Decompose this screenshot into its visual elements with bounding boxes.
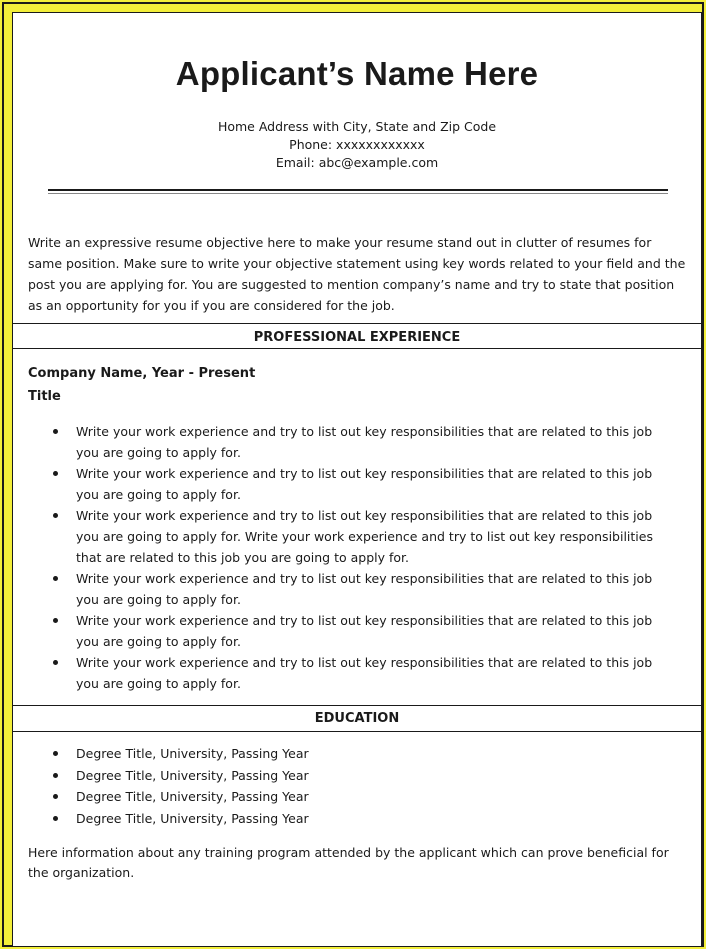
email: Email: abc@example.com (275, 155, 439, 170)
experience-heading: PROFESSIONAL EXPERIENCE (253, 330, 461, 345)
education-text: Degree Title, University, Passing Year (76, 811, 309, 827)
section-divider (13, 348, 701, 349)
experience-list (51, 421, 677, 694)
list-item (51, 808, 551, 830)
list-item (51, 652, 677, 694)
education-text: Degree Title, University, Passing Year (76, 767, 309, 783)
section-divider (13, 731, 701, 732)
education-heading: EDUCATION (314, 711, 400, 726)
list-item (51, 421, 677, 463)
bullet-icon (53, 471, 58, 476)
bullet-icon (53, 429, 58, 434)
bullet-icon (53, 794, 58, 799)
list-item (51, 568, 677, 610)
experience-text: Write your work experience and try to list out key responsibilities that are related to this job you are going to apply for. (76, 424, 653, 460)
section-divider (13, 323, 701, 324)
bullet-icon (53, 751, 58, 756)
list-item (51, 505, 677, 568)
resume-page (12, 12, 702, 947)
header-divider (48, 189, 668, 191)
experience-text: Write your work experience and try to list out key responsibilities that are related to this job you are going to apply for. (76, 571, 653, 607)
bullet-icon (53, 576, 58, 581)
bullet-icon (53, 513, 58, 518)
home-address: Home Address with City, State and Zip Code (217, 119, 497, 134)
experience-text: Write your work experience and try to list out key responsibilities that are related to this job you are going to apply for. Write your work experience and try to list out key responsibilities that are related to this job you are going to apply for. (76, 508, 653, 565)
section-divider (13, 705, 701, 706)
header-divider-shadow (48, 193, 668, 194)
list-item (51, 765, 551, 787)
company-line: Company Name, Year - Present (28, 366, 256, 381)
experience-text: Write your work experience and try to list out key responsibilities that are related to this job you are going to apply for. (76, 613, 653, 649)
experience-text: Write your work experience and try to list out key responsibilities that are related to this job you are going to apply for. (76, 466, 653, 502)
education-list (51, 743, 551, 830)
training-paragraph: Here information about any training program attended by the applicant which can prove beneficial for the organization. (28, 845, 669, 880)
outer-frame (2, 2, 704, 947)
objective-paragraph: Write an expressive resume objective here to make your resume stand out in clutter of resumes for same position. Make sure to write your objective statement using key words related to your field and the post you are applying for. You are suggested to mention company’s name and try to state that position as an opportunity for you if you are considered for the job. (28, 235, 686, 313)
list-item (51, 786, 551, 808)
education-text: Degree Title, University, Passing Year (76, 789, 309, 805)
list-item (51, 463, 677, 505)
bullet-icon (53, 816, 58, 821)
phone: Phone: xxxxxxxxxxxx (289, 137, 425, 152)
bullet-icon (53, 773, 58, 778)
applicant-name: Applicant’s Name Here (175, 55, 539, 92)
education-text: Degree Title, University, Passing Year (76, 746, 309, 761)
bullet-icon (53, 660, 58, 665)
list-item (51, 610, 677, 652)
experience-text: Write your work experience and try to list out key responsibilities that are related to this job you are going to apply for. (76, 655, 653, 691)
job-title: Title (28, 389, 61, 404)
bullet-icon (53, 618, 58, 623)
list-item (51, 743, 551, 765)
